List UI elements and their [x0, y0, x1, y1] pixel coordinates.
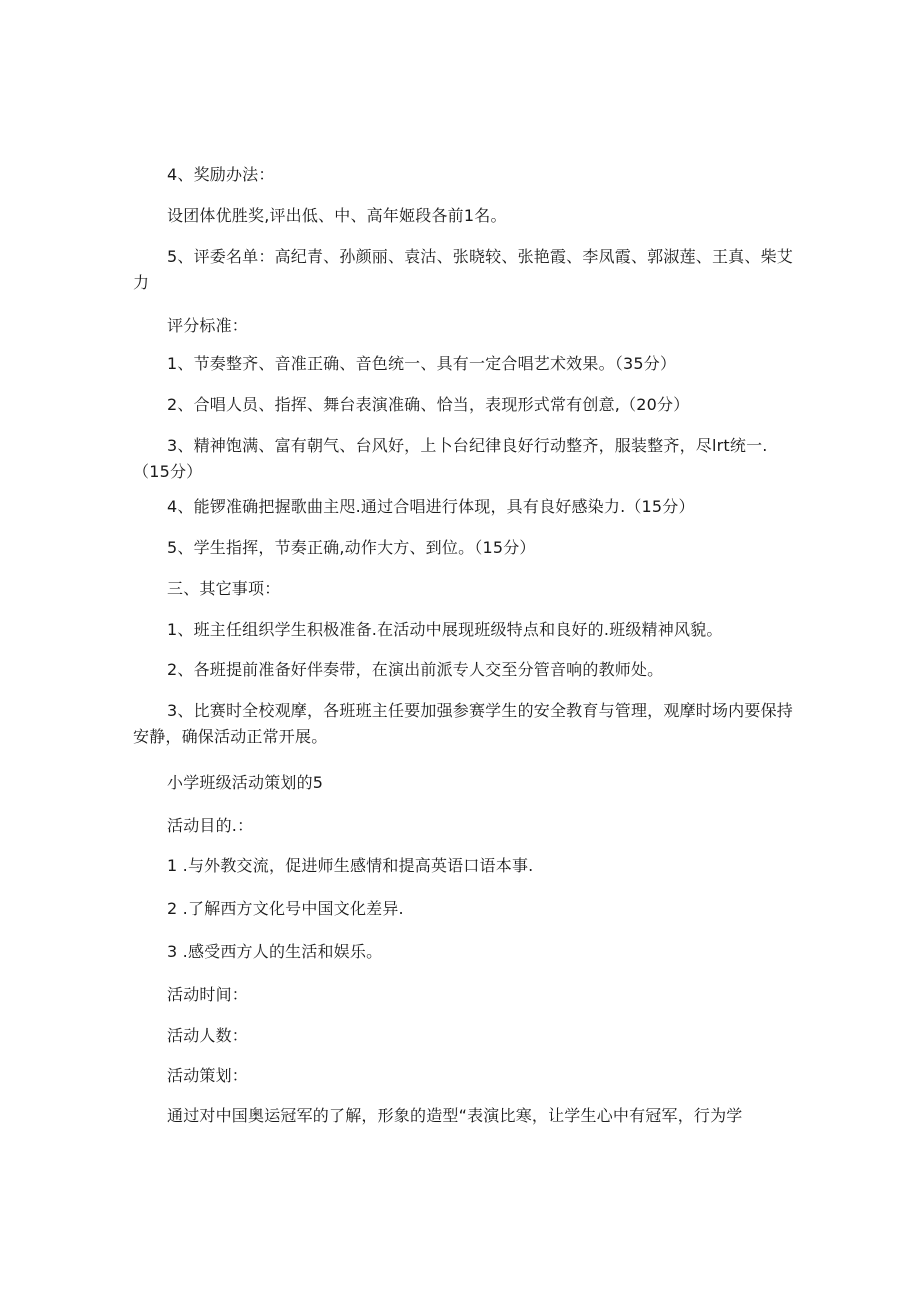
paragraph-scoring-item-3: 3、精神饱满、富有朝气、台风好，上卜台纪律良好行动整齐，服装整齐，尽lrt统一.（15分） — [133, 436, 768, 481]
paragraph-people-label: 活动人数： — [167, 1026, 249, 1045]
paragraph-purpose-heading: 活动目的.： — [167, 816, 254, 835]
paragraph-scoring-item-5: 5、学生指挥，节奏正确,动作大方、到位。（15分） — [167, 538, 536, 557]
paragraph-reward-heading: 4、奖励办法： — [167, 165, 275, 184]
paragraph-scoring-heading: 评分标准： — [167, 316, 249, 335]
paragraph-purpose-item-2: 2 .了解西方文化号中国文化差异. — [167, 899, 404, 918]
paragraph-purpose-item-3: 3 .感受西方人的生活和娱乐。 — [167, 942, 383, 961]
paragraph-scoring-item-2: 2、合唱人员、指挥、舞台表演准确、恰当，表现形式常有创意,（20分） — [167, 395, 690, 414]
paragraph-purpose-item-1: 1 .与外教交流，促进师生感情和提高英语口语本事. — [167, 856, 534, 875]
paragraph-plan-body: 通过对中国奥运冠军的了解，形象的造型“表演比寒，让学生心中有冠军，行为学 — [167, 1106, 743, 1125]
paragraph-plan-label: 活动策划： — [167, 1066, 249, 1085]
paragraph-reward-detail: 设团体优胜奖,评出低、中、高年姬段各前1名。 — [167, 206, 507, 225]
paragraph-other-heading: 三、其它事项： — [167, 579, 281, 598]
paragraph-section-title: 小学班级活动策划的5 — [167, 773, 324, 792]
paragraph-scoring-item-1: 1、节奏整齐、音准正确、音色统一、具有一定合唱艺术效果。（35分） — [167, 354, 677, 373]
paragraph-other-item-3: 3、比赛时全校观摩，各班班主任要加强参赛学生的安全教育与管理，观摩时场内要保持安静，确保活动正常开展。 — [133, 701, 793, 746]
paragraph-other-item-1: 1、班主任组织学生积极准备.在活动中展现班级特点和良好的.班级精神风貌。 — [167, 620, 723, 639]
paragraph-other-item-2: 2、各班提前准备好伴奏带，在演出前派专人交至分管音响的教师处。 — [167, 660, 664, 679]
paragraph-time-label: 活动时间： — [167, 985, 249, 1004]
paragraph-scoring-item-4: 4、能锣准确把握歌曲主咫.通过合唱进行体现，具有良好感染力.（15分） — [167, 497, 695, 516]
paragraph-judges-list: 5、评委名单：高纪青、孙颜丽、袁沽、张晓较、张艳霞、李凤霞、郭淑莲、王真、柴艾力 — [133, 247, 793, 292]
